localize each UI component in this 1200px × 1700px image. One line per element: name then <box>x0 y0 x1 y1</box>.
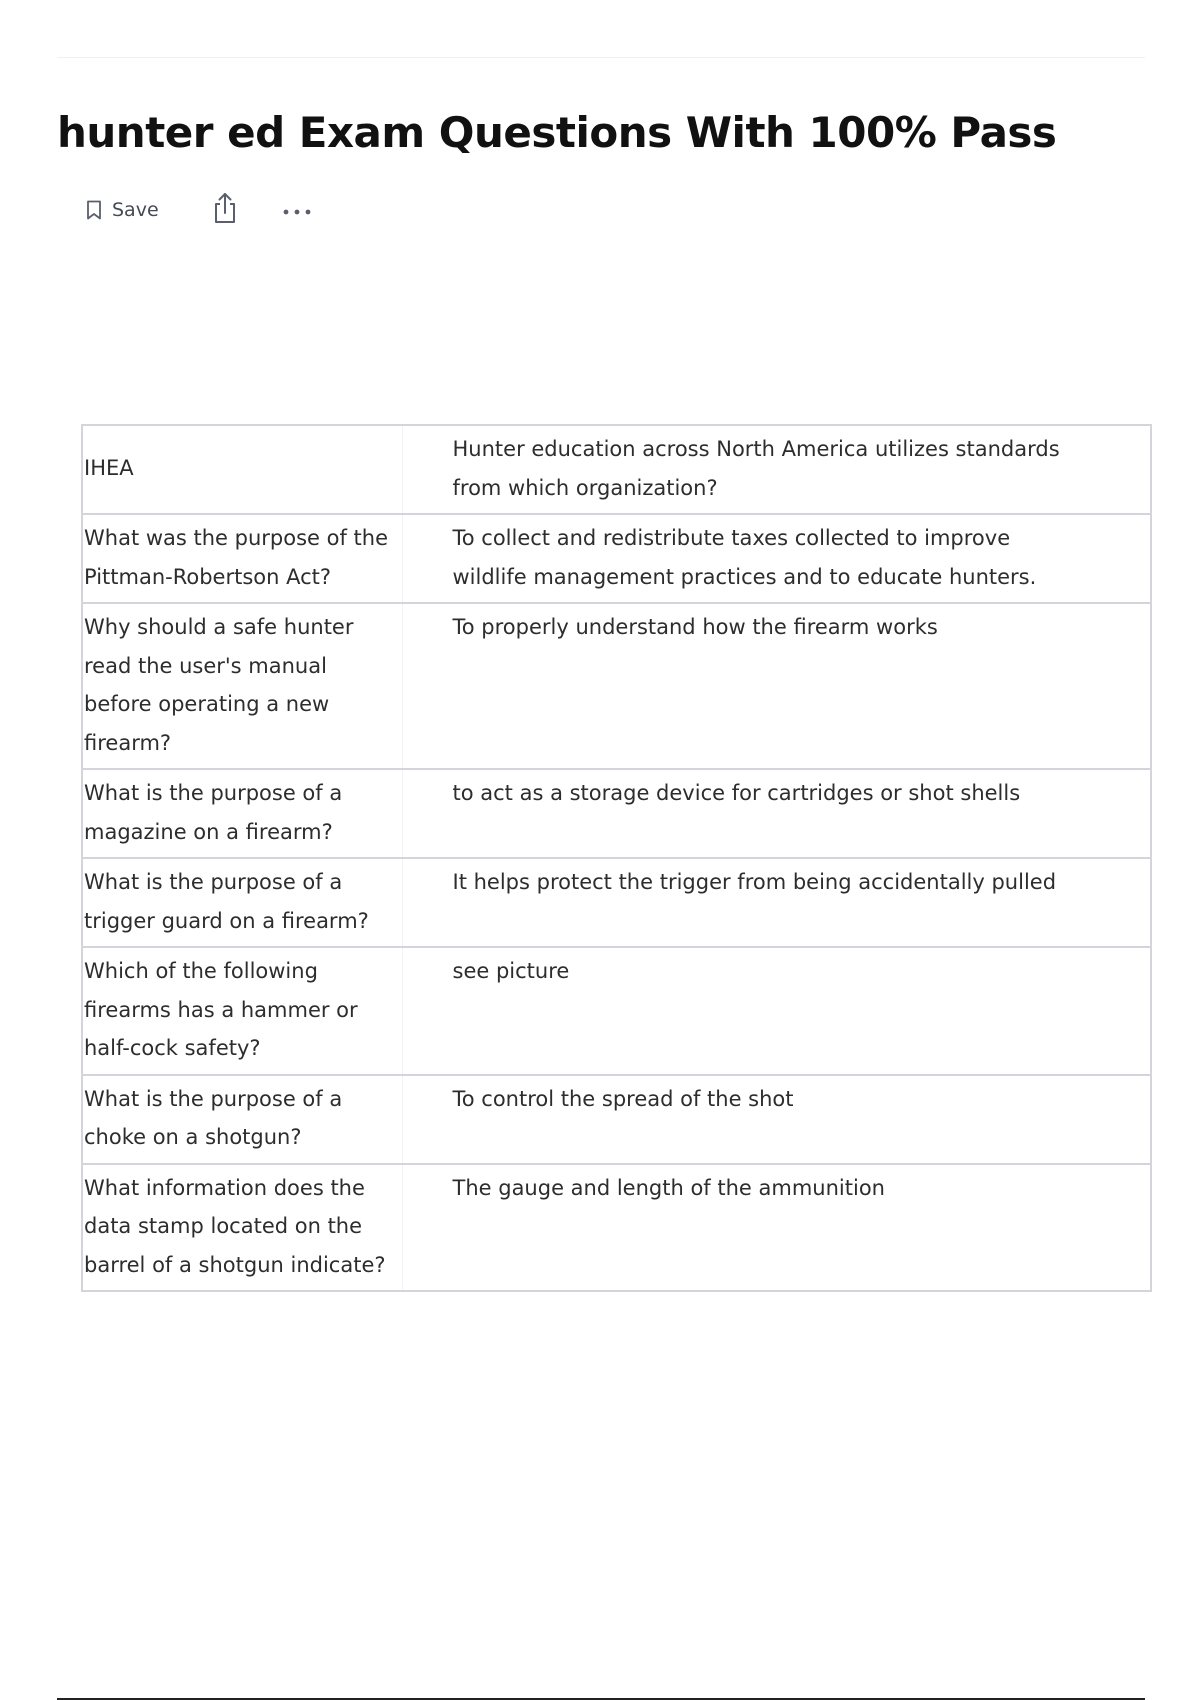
definition-cell: to act as a storage device for cartridges or shot shells <box>402 769 1151 858</box>
more-horizontal-icon <box>282 201 312 220</box>
definition-cell: To control the spread of the shot <box>402 1075 1151 1164</box>
table-row <box>82 603 1151 769</box>
table-row <box>82 514 1151 603</box>
definition-cell: To properly understand how the firearm works <box>402 603 1151 769</box>
page-title: hunter ed Exam Questions With 100% Pass <box>57 108 1057 157</box>
term-cell: IHEA <box>82 425 402 514</box>
term-cell: What information does the data stamp located on the barrel of a shotgun indicate? <box>82 1164 402 1292</box>
share-icon <box>212 192 238 228</box>
table-row <box>82 425 1151 514</box>
save-button[interactable] <box>86 199 159 221</box>
term-cell: Which of the following firearms has a hammer or half-cock safety? <box>82 947 402 1075</box>
table-row <box>82 947 1151 1075</box>
table-row <box>82 858 1151 947</box>
bookmark-icon <box>86 200 102 220</box>
table-row <box>82 769 1151 858</box>
table-row <box>82 1164 1151 1292</box>
more-options-button[interactable] <box>281 200 313 220</box>
top-divider <box>57 57 1145 58</box>
definition-cell: Hunter education across North America utilizes standards from which organization? <box>402 425 1151 514</box>
table-row <box>82 1075 1151 1164</box>
term-cell: What is the purpose of a trigger guard on a firearm? <box>82 858 402 947</box>
flashcard-table <box>81 424 1152 1292</box>
definition-cell: see picture <box>402 947 1151 1075</box>
definition-cell: The gauge and length of the ammunition <box>402 1164 1151 1292</box>
term-cell: Why should a safe hunter read the user's manual before operating a new firearm? <box>82 603 402 769</box>
term-cell: What was the purpose of the Pittman-Robertson Act? <box>82 514 402 603</box>
definition-cell: To collect and redistribute taxes collected to improve wildlife management practices and to educate hunters. <box>402 514 1151 603</box>
save-label: Save <box>112 199 159 221</box>
term-cell: What is the purpose of a magazine on a firearm? <box>82 769 402 858</box>
share-button[interactable] <box>211 193 239 227</box>
definition-cell: It helps protect the trigger from being accidentally pulled <box>402 858 1151 947</box>
term-cell: What is the purpose of a choke on a shotgun? <box>82 1075 402 1164</box>
document-toolbar <box>86 190 313 230</box>
